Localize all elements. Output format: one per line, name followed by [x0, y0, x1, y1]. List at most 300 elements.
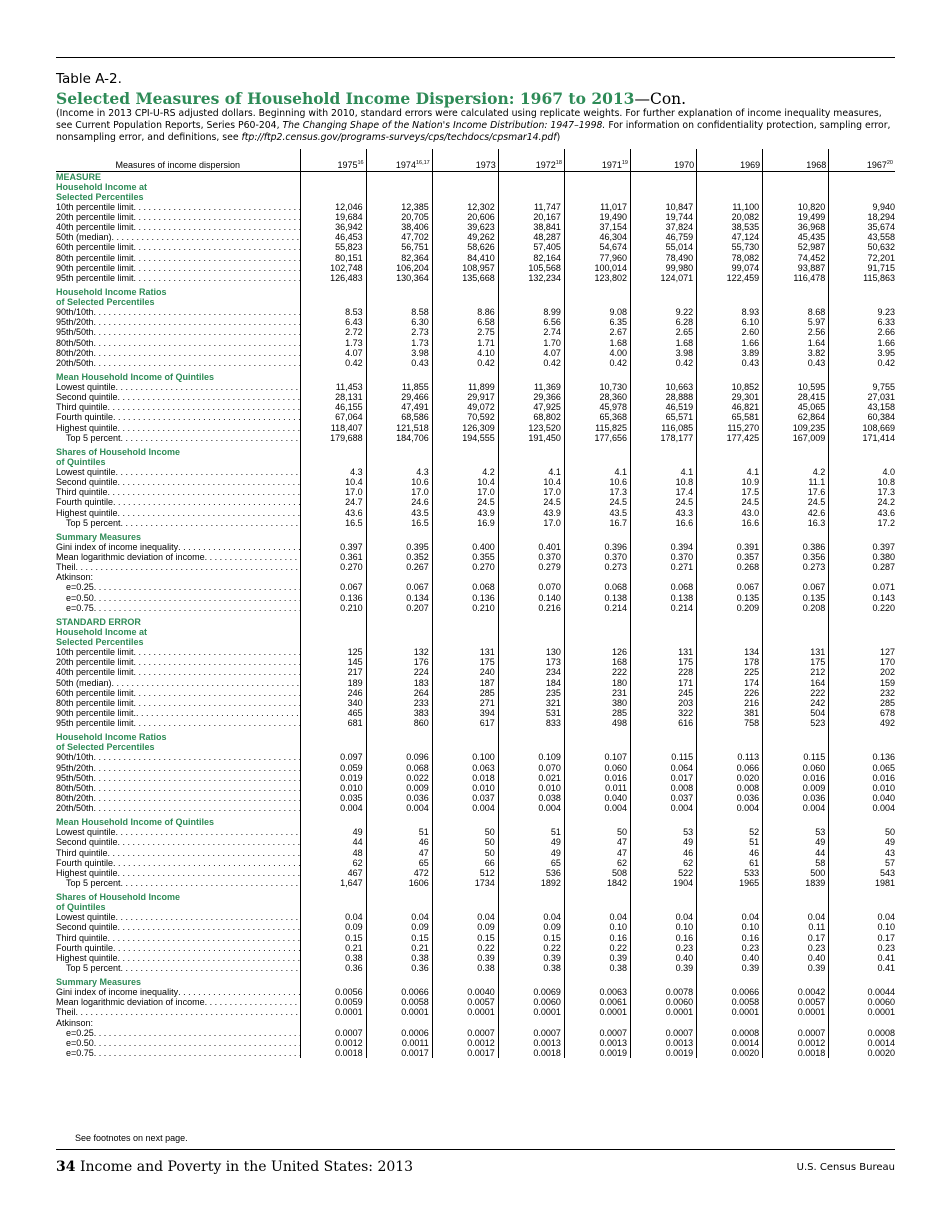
value-cell: 0.17: [877, 932, 895, 943]
row-label: [56, 358, 300, 368]
value-cell: 10,730: [564, 382, 630, 392]
value-cell: 11,747: [498, 202, 564, 212]
value-cell: [432, 892, 498, 902]
value-cell: 16.5: [366, 518, 432, 528]
value-cell: 56,751: [366, 242, 432, 252]
value-cell: 115,270: [697, 423, 763, 433]
value-cell: 0.40: [697, 953, 763, 963]
value-cell: 65: [498, 858, 564, 868]
value-cell: [300, 572, 366, 582]
value-cell: 0.42: [631, 358, 697, 368]
year-label: 1975: [337, 159, 358, 170]
value-cell: 0.397: [872, 541, 895, 552]
value-cell: 46,821: [697, 402, 763, 412]
value-cell: 234: [498, 667, 564, 677]
value-cell: [432, 447, 498, 457]
table-row: [56, 423, 895, 433]
value-cell: 11,453: [300, 382, 366, 392]
leader-dots: [205, 997, 300, 1007]
value-cell: 72,201: [867, 252, 895, 263]
value-cell: 0.010: [300, 783, 366, 793]
value-cell: [631, 287, 697, 297]
row-label: [56, 868, 300, 878]
column-header-measures: Measures of income dispersion: [56, 149, 300, 171]
value-cell: 245: [631, 688, 697, 698]
row-label-text: 90th percentile limit: [56, 262, 134, 273]
value-cell: 93,887: [763, 263, 829, 273]
value-cell: 8.93: [697, 307, 763, 317]
value-cell: 43.9: [432, 508, 498, 518]
leader-dots: [178, 987, 299, 997]
row-label: [56, 848, 300, 858]
value-cell: 4.1: [498, 467, 564, 477]
subsection-heading: Mean Household Income of Quintiles: [56, 817, 300, 827]
value-cell: 132,234: [498, 273, 564, 283]
year-label: 1972: [535, 159, 556, 170]
value-cell: [300, 892, 366, 902]
value-cell: 0.268: [697, 562, 763, 572]
value-cell: [763, 892, 829, 902]
value-cell: 11,100: [697, 202, 763, 212]
value-cell: 12,385: [366, 202, 432, 212]
group-label: Atkinson:: [56, 572, 300, 582]
value-cell: [366, 287, 432, 297]
value-cell: [631, 892, 697, 902]
value-cell: [366, 297, 432, 307]
value-cell: 6.30: [366, 317, 432, 327]
value-cell: 135,668: [432, 273, 498, 283]
value-cell: 6.56: [498, 317, 564, 327]
year-footnote-ref: 16: [357, 159, 364, 166]
value-cell: 173: [498, 657, 564, 667]
table-row: [56, 603, 895, 613]
row-label-text: Lowest quintile: [56, 467, 116, 477]
value-cell: [829, 817, 895, 827]
leader-dots: [94, 317, 300, 327]
row-label: [56, 202, 300, 212]
value-cell: [631, 637, 697, 647]
value-cell: 108,669: [862, 422, 895, 433]
value-cell: 0.15: [366, 933, 432, 943]
row-label: [56, 987, 300, 997]
value-cell: 0.17: [763, 933, 829, 943]
row-label-text: 90th/10th: [56, 307, 94, 318]
value-cell: 44: [300, 837, 366, 847]
row-label-text: Highest quintile: [56, 422, 118, 433]
value-cell: 0.036: [763, 793, 829, 803]
value-cell: 100,014: [564, 263, 630, 273]
table-row: [56, 222, 895, 232]
row-label-text: Top 5 percent: [66, 517, 121, 528]
value-cell: 0.020: [697, 773, 763, 783]
value-cell: 222: [564, 667, 630, 677]
value-cell: 0.38: [300, 953, 366, 963]
value-cell: 0.138: [564, 593, 630, 603]
value-cell: 184: [498, 678, 564, 688]
value-cell: [366, 817, 432, 827]
value-cell: [498, 297, 564, 307]
value-cell: 0.067: [300, 582, 366, 592]
value-cell: [829, 532, 895, 542]
value-cell: 0.0013: [564, 1038, 630, 1048]
row-label: [56, 242, 300, 252]
value-cell: 28,360: [564, 392, 630, 402]
row-label: [56, 317, 300, 327]
value-cell: 145: [300, 657, 366, 667]
value-cell: 17.2: [877, 517, 895, 528]
value-cell: [564, 742, 630, 752]
value-cell: 24.2: [877, 497, 895, 508]
value-cell: 10.6: [366, 477, 432, 487]
value-cell: 0.0001: [763, 1007, 829, 1017]
value-cell: 131: [432, 647, 498, 657]
value-cell: 19,744: [631, 212, 697, 222]
value-cell: 531: [498, 708, 564, 718]
value-cell: [697, 732, 763, 742]
subsection-heading-row: [56, 637, 895, 647]
value-cell: [300, 617, 366, 627]
row-label-text: 20th percentile limit: [56, 212, 134, 222]
value-cell: [829, 617, 895, 627]
value-cell: 62: [631, 858, 697, 868]
value-cell: [631, 572, 697, 582]
value-cell: 10,852: [697, 382, 763, 392]
value-cell: 67,064: [300, 412, 366, 422]
value-cell: [763, 617, 829, 627]
value-cell: 0.136: [432, 593, 498, 603]
leader-dots: [94, 752, 300, 762]
value-cell: [829, 1018, 895, 1028]
row-label-text: 40th percentile limit: [56, 667, 134, 678]
value-cell: 123,520: [498, 423, 564, 433]
value-cell: 10.9: [697, 477, 763, 487]
row-label-text: 50th (median): [56, 232, 112, 243]
value-cell: [697, 892, 763, 902]
table-row: [56, 837, 895, 847]
value-cell: 322: [631, 708, 697, 718]
value-cell: [697, 297, 763, 307]
value-cell: 44: [763, 848, 829, 858]
value-cell: 0.42: [877, 357, 895, 368]
value-cell: [432, 742, 498, 752]
value-cell: 2.67: [564, 327, 630, 337]
table-row: [56, 327, 895, 337]
value-cell: 0.42: [498, 358, 564, 368]
value-cell: 38,841: [498, 222, 564, 232]
value-cell: [432, 732, 498, 742]
value-cell: [300, 977, 366, 987]
row-label: [56, 793, 300, 803]
value-cell: 47,702: [366, 232, 432, 242]
table-row: [56, 402, 895, 412]
value-cell: [631, 297, 697, 307]
value-cell: 47: [366, 848, 432, 858]
leader-dots: [108, 933, 300, 943]
row-label-text: 95th/50th: [56, 772, 94, 783]
row-label: [56, 263, 300, 273]
value-cell: 0.270: [432, 562, 498, 572]
subsection-heading: Household Income Ratios: [56, 287, 300, 297]
value-cell: 17.0: [366, 487, 432, 497]
row-label-text: e=0.25: [66, 1027, 94, 1038]
value-cell: 0.38: [432, 963, 498, 973]
value-cell: 46,759: [631, 232, 697, 242]
value-cell: 4.07: [300, 348, 366, 358]
value-cell: 4.3: [300, 467, 366, 477]
value-cell: 0.0007: [631, 1028, 697, 1038]
leader-dots: [134, 718, 300, 728]
row-label-text: 60th percentile limit: [56, 687, 134, 698]
value-cell: 16.6: [631, 518, 697, 528]
value-cell: 0.0001: [300, 1007, 366, 1017]
value-cell: 0.008: [631, 783, 697, 793]
value-cell: 0.41: [877, 962, 895, 973]
value-cell: 51: [366, 827, 432, 837]
value-cell: 0.0019: [631, 1048, 697, 1058]
value-cell: [432, 817, 498, 827]
value-cell: 0.207: [366, 603, 432, 613]
leader-dots: [94, 1038, 300, 1048]
value-cell: 0.109: [498, 752, 564, 762]
value-cell: [564, 532, 630, 542]
value-cell: 126,309: [432, 423, 498, 433]
table-row: [56, 1028, 895, 1038]
table-label: Table A-2.: [56, 71, 122, 87]
value-cell: 492: [879, 718, 895, 728]
value-cell: 0.136: [300, 593, 366, 603]
value-cell: 3.89: [697, 348, 763, 358]
value-cell: 1.70: [498, 338, 564, 348]
value-cell: 42.6: [763, 508, 829, 518]
value-cell: 240: [432, 667, 498, 677]
value-cell: [432, 192, 498, 202]
leader-dots: [94, 593, 300, 603]
value-cell: [564, 171, 630, 182]
value-cell: 116,478: [763, 273, 829, 283]
value-cell: [366, 372, 432, 382]
value-cell: 28,888: [631, 392, 697, 402]
value-cell: 175: [763, 657, 829, 667]
value-cell: 39,623: [432, 222, 498, 232]
value-cell: 0.064: [631, 763, 697, 773]
value-cell: [300, 732, 366, 742]
label-row: [56, 572, 895, 582]
value-cell: 47,491: [366, 402, 432, 412]
value-cell: [631, 977, 697, 987]
value-cell: [564, 287, 630, 297]
value-cell: 0.0018: [763, 1048, 829, 1058]
value-cell: 43.6: [877, 507, 895, 518]
row-label-text: Fourth quintile: [56, 412, 114, 423]
table-row: [56, 307, 895, 317]
value-cell: [829, 572, 895, 582]
row-label-text: Mean logarithmic deviation of income: [56, 997, 205, 1008]
row-label: [56, 348, 300, 358]
table-row: [56, 338, 895, 348]
row-label: [56, 678, 300, 688]
value-cell: 0.04: [498, 912, 564, 922]
value-cell: 0.04: [697, 912, 763, 922]
leader-dots: [118, 392, 300, 402]
value-cell: [498, 372, 564, 382]
value-cell: 0.0061: [564, 997, 630, 1007]
value-cell: 0.0012: [432, 1038, 498, 1048]
value-cell: 102,748: [300, 263, 366, 273]
row-label: [56, 603, 300, 613]
value-cell: [498, 532, 564, 542]
value-cell: 0.271: [631, 562, 697, 572]
value-cell: [763, 1018, 829, 1028]
value-cell: [498, 1018, 564, 1028]
value-cell: 0.096: [366, 752, 432, 762]
value-cell: [697, 447, 763, 457]
value-cell: 0.134: [366, 593, 432, 603]
value-cell: 20,606: [432, 212, 498, 222]
value-cell: 126: [564, 647, 630, 657]
value-cell: [300, 192, 366, 202]
value-cell: [763, 192, 829, 202]
value-cell: 178: [697, 657, 763, 667]
year-footnote-ref: 20: [886, 159, 893, 166]
value-cell: 68,802: [498, 412, 564, 422]
value-cell: 176: [366, 657, 432, 667]
table-row: [56, 273, 895, 283]
value-cell: 0.071: [872, 582, 895, 593]
leader-dots: [134, 657, 300, 667]
table-row: [56, 433, 895, 443]
value-cell: 99,980: [631, 263, 697, 273]
value-cell: 17.5: [697, 487, 763, 497]
value-cell: 29,301: [697, 392, 763, 402]
value-cell: 3.98: [366, 348, 432, 358]
leader-dots: [134, 242, 300, 252]
row-label-text: Mean logarithmic deviation of income: [56, 552, 205, 562]
table-row: [56, 582, 895, 592]
value-cell: [432, 977, 498, 987]
row-label-text: 80th/50th: [56, 337, 94, 348]
value-cell: [564, 637, 630, 647]
row-label: [56, 487, 300, 497]
value-cell: 12,302: [432, 202, 498, 212]
value-cell: 43.5: [366, 508, 432, 518]
value-cell: 0.0007: [564, 1028, 630, 1038]
leader-dots: [112, 232, 300, 242]
table-row: [56, 868, 895, 878]
value-cell: 0.270: [300, 562, 366, 572]
value-cell: [829, 447, 895, 457]
value-cell: 171: [631, 678, 697, 688]
value-cell: [564, 192, 630, 202]
value-cell: 216: [697, 698, 763, 708]
leader-dots: [94, 327, 300, 337]
value-cell: 9,940: [872, 201, 895, 212]
value-cell: 1.68: [631, 338, 697, 348]
value-cell: [697, 902, 763, 912]
value-cell: 0.0007: [498, 1028, 564, 1038]
value-cell: 0.0001: [432, 1007, 498, 1017]
value-cell: 134: [697, 647, 763, 657]
value-cell: 46: [366, 837, 432, 847]
row-label: [56, 542, 300, 552]
value-cell: 833: [498, 718, 564, 728]
value-cell: 130,364: [366, 273, 432, 283]
value-cell: [432, 532, 498, 542]
value-cell: 0.038: [498, 793, 564, 803]
value-cell: [763, 637, 829, 647]
value-cell: 10.4: [300, 477, 366, 487]
value-cell: 0.0008: [697, 1028, 763, 1038]
table-row: [56, 1038, 895, 1048]
table-row: [56, 763, 895, 773]
row-label: [56, 667, 300, 677]
leader-dots: [76, 1007, 300, 1017]
row-label-text: 20th/50th: [56, 803, 94, 813]
value-cell: 11.1: [763, 477, 829, 487]
value-cell: 1.66: [697, 338, 763, 348]
row-label-text: 80th percentile limit: [56, 697, 134, 708]
value-cell: 0.39: [697, 963, 763, 973]
value-cell: 37,154: [564, 222, 630, 232]
value-cell: [300, 532, 366, 542]
value-cell: [829, 171, 895, 182]
value-cell: [697, 572, 763, 582]
value-cell: 2.65: [631, 327, 697, 337]
leader-dots: [94, 348, 300, 358]
value-cell: 0.040: [564, 793, 630, 803]
row-label-text: Highest quintile: [56, 507, 118, 518]
value-cell: 11,017: [564, 202, 630, 212]
value-cell: [829, 732, 895, 742]
value-cell: [366, 732, 432, 742]
value-cell: [564, 182, 630, 192]
value-cell: 10.4: [432, 477, 498, 487]
value-cell: 0.0014: [867, 1037, 895, 1048]
value-cell: [564, 817, 630, 827]
table-row: [56, 698, 895, 708]
value-cell: 0.004: [872, 803, 895, 813]
value-cell: [564, 457, 630, 467]
value-cell: 0.0060: [867, 997, 895, 1008]
value-cell: 47,124: [697, 232, 763, 242]
value-cell: 202: [879, 667, 895, 678]
value-cell: 0.43: [697, 358, 763, 368]
value-cell: [631, 171, 697, 182]
value-cell: 17.0: [498, 518, 564, 528]
value-cell: 29,917: [432, 392, 498, 402]
row-label: [56, 382, 300, 392]
row-label-text: Gini index of income inequality: [56, 541, 179, 552]
leader-dots: [134, 212, 300, 222]
value-cell: 0.370: [631, 552, 697, 562]
row-label: [56, 582, 300, 592]
value-cell: 0.0056: [300, 987, 366, 997]
value-cell: 66: [432, 858, 498, 868]
value-cell: 61: [697, 858, 763, 868]
value-cell: 50: [432, 827, 498, 837]
value-cell: [631, 192, 697, 202]
value-cell: 533: [697, 868, 763, 878]
value-cell: [564, 1018, 630, 1028]
footer-agency: U.S. Census Bureau: [796, 1162, 895, 1173]
row-label: [56, 963, 300, 973]
value-cell: 6.43: [300, 317, 366, 327]
value-cell: 0.04: [877, 912, 895, 923]
value-cell: 24.6: [366, 497, 432, 507]
value-cell: [300, 182, 366, 192]
value-cell: [366, 171, 432, 182]
section-heading: STANDARD ERROR: [56, 617, 300, 627]
value-cell: 82,364: [366, 253, 432, 263]
